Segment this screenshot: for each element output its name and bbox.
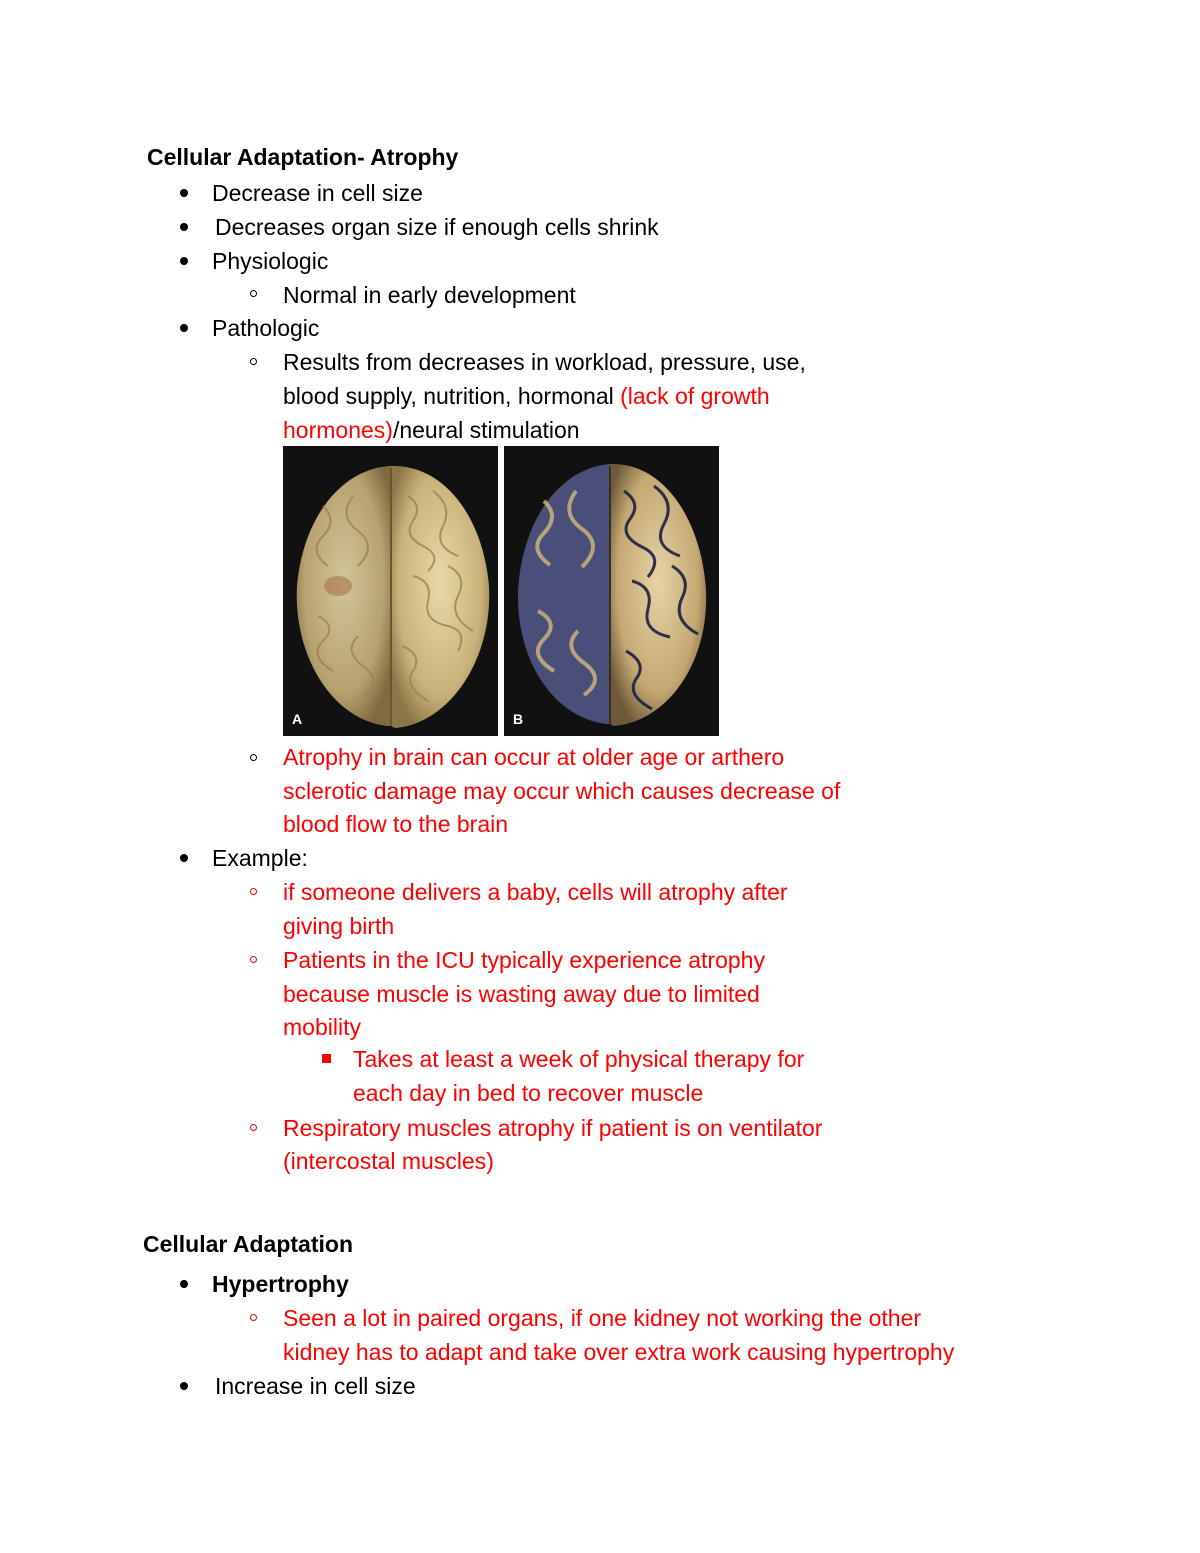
- figure-label-a: A: [292, 711, 303, 727]
- brain-atrophy-note-line2: sclerotic damage may occur which causes decrease of: [283, 778, 841, 804]
- bullet-pathologic: Pathologic: [212, 315, 320, 341]
- example-baby-line2: giving birth: [283, 913, 395, 939]
- example-respiratory-line2: (intercostal muscles): [283, 1148, 494, 1174]
- bullet-example: Example:: [212, 845, 308, 871]
- bullet-icon: [180, 1382, 188, 1390]
- hypertrophy-kidney-line2: kidney has to adapt and take over extra work causing hypertrophy: [283, 1339, 955, 1365]
- bullet-hypertrophy: Hypertrophy: [212, 1271, 349, 1297]
- bullet-icon: [180, 1280, 188, 1288]
- square-bullet-icon: [322, 1054, 331, 1063]
- sub-bullet-icon: [250, 358, 257, 365]
- example-icu-line2: because muscle is wasting away due to limited: [283, 981, 760, 1007]
- sub-bullet-normal-development: Normal in early development: [283, 282, 576, 308]
- bullet-decreases-organ-size: Decreases organ size if enough cells shrink: [215, 214, 659, 240]
- pathologic-causes-line3: [283, 417, 580, 443]
- section-title-atrophy: Cellular Adaptation- Atrophy: [147, 144, 459, 170]
- sub-bullet-icon: [250, 888, 257, 895]
- section-title-cellular-adaptation: Cellular Adaptation: [143, 1231, 353, 1257]
- brain-a-illustration: [283, 446, 498, 736]
- bullet-icon: [180, 257, 188, 265]
- example-icu-line1: Patients in the ICU typically experience atrophy: [283, 947, 765, 973]
- bullet-icon: [180, 223, 188, 231]
- brain-atrophy-note-line3: blood flow to the brain: [283, 811, 509, 837]
- brain-figure-a: [283, 446, 498, 736]
- pathologic-causes-annotation-end: hormones): [283, 417, 393, 443]
- sub-bullet-icon: [250, 754, 257, 761]
- bullet-physiologic: Physiologic: [212, 248, 329, 274]
- bullet-decrease-cell-size: Decrease in cell size: [212, 180, 423, 206]
- pathologic-causes-line2: [283, 383, 770, 409]
- brain-b-illustration: [504, 446, 719, 736]
- pathologic-causes-annotation: (lack of growth: [620, 383, 770, 409]
- sub-bullet-icon: [250, 1314, 257, 1321]
- example-respiratory-line1: Respiratory muscles atrophy if patient is on ventilator: [283, 1115, 823, 1141]
- example-icu-line3: mobility: [283, 1014, 361, 1040]
- brain-figure-b: [504, 446, 719, 736]
- example-therapy-line2: each day in bed to recover muscle: [353, 1080, 704, 1106]
- pathologic-causes-line2-text: blood supply, nutrition, hormonal: [283, 383, 621, 409]
- example-therapy-line1: Takes at least a week of physical therapy for: [353, 1046, 805, 1072]
- pathologic-causes-line3-text: /neural stimulation: [392, 417, 580, 443]
- example-baby-line1: if someone delivers a baby, cells will atrophy after: [283, 879, 788, 905]
- bullet-icon: [180, 854, 188, 862]
- sub-bullet-icon: [250, 1124, 257, 1131]
- pathologic-causes-line1: Results from decreases in workload, pressure, use,: [283, 349, 806, 375]
- figure-label-b: B: [513, 711, 524, 727]
- bullet-icon: [180, 324, 188, 332]
- sub-bullet-icon: [250, 290, 257, 297]
- brain-atrophy-note-line1: Atrophy in brain can occur at older age or arthero: [283, 744, 785, 770]
- bullet-icon: [180, 189, 188, 197]
- hypertrophy-kidney-line1: Seen a lot in paired organs, if one kidney not working the other: [283, 1305, 922, 1331]
- bullet-increase-cell-size: Increase in cell size: [215, 1373, 416, 1399]
- sub-bullet-icon: [250, 956, 257, 963]
